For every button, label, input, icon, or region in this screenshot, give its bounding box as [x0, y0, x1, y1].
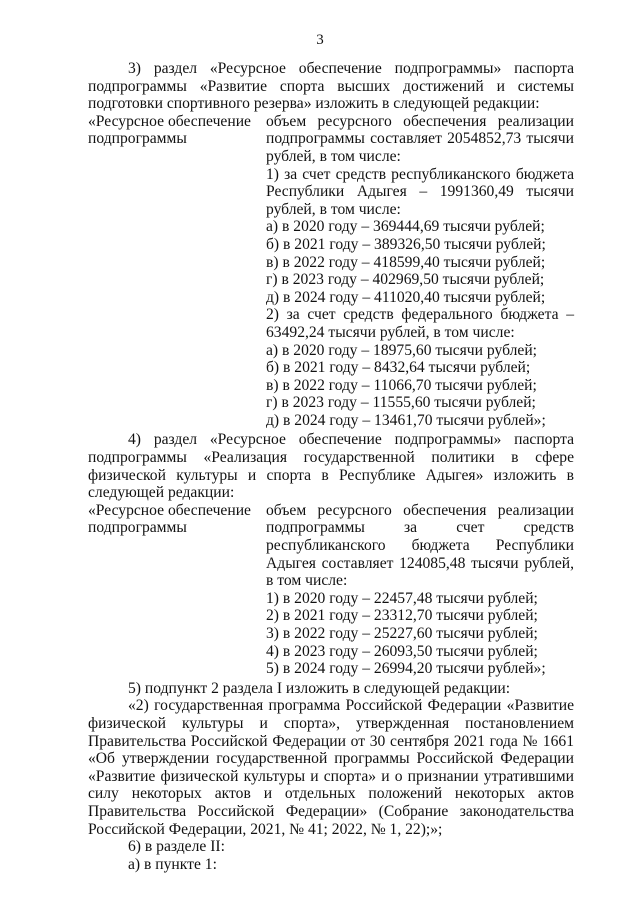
- item-4-line: 5) в 2024 году – 26994,20 тысячи рублей»;: [266, 660, 546, 678]
- item-3-line: г) в 2023 году – 402969,50 тысячи рублей;: [266, 271, 545, 289]
- item-5-text: «2) государственная программа Российской Федерации «Развитие физической культуры и спорта», утвержденная постановлением Правительства Российской Федерации от 30 сентября 2021 года № 1661 «Об утверждении государственной программы Российской Федерации «Развитие физической культуры и спорта» и о признании утратившими силу некоторых актов и отдельных положений некоторых актов Правительства Российской Федерации» (Собрание законодательства Российской Федерации, 2021, № 41; 2022, № 1, 22);»;: [88, 697, 574, 838]
- item-3-table: [88, 113, 574, 430]
- item-5-intro: 5) подпункт 2 раздела I изложить в следующей редакции:: [128, 679, 511, 697]
- item-3-line: а) в 2020 году – 369444,69 тысячи рублей;: [266, 218, 545, 236]
- item-4-values: [266, 502, 574, 678]
- item-4-line: 1) в 2020 году – 22457,48 тысячи рублей;: [266, 589, 538, 607]
- item-6-sub: а) в пункте 1:: [128, 855, 217, 873]
- item-6-intro: 6) в разделе II:: [128, 838, 225, 856]
- item-4-label: «Ресурсное обеспечение подпрограммы: [88, 501, 251, 537]
- item-4-line: объем ресурсного обеспечения реализации подпрограммы за счет средств республиканского бюджета Республики Адыгея составляет 124085,48 тысячи рублей, в том числе:: [266, 501, 574, 590]
- item-3-label: «Ресурсное обеспечение подпрограммы: [88, 112, 251, 148]
- document-body: [88, 60, 574, 873]
- item-3-line: в) в 2022 году – 11066,70 тысячи рублей;: [266, 376, 537, 394]
- item-4-line: 4) в 2023 году – 26093,50 тысячи рублей;: [266, 642, 538, 660]
- item-4-line: 2) в 2021 году – 23312,70 тысячи рублей;: [266, 607, 538, 625]
- item-3-line: а) в 2020 году – 18975,60 тысячи рублей;: [266, 341, 537, 359]
- item-3-line: 2) за счет средств федерального бюджета – 63492,24 тысячи рублей, в том числе:: [266, 306, 574, 341]
- item-3-line: б) в 2021 году – 389326,50 тысячи рублей;: [266, 235, 546, 253]
- item-3-line: в) в 2022 году – 418599,40 тысячи рублей;: [266, 253, 546, 271]
- item-3-line: 1) за счет средств республиканского бюджета Республики Адыгея – 1991360,49 тысячи рублей, в том числе:: [266, 165, 574, 218]
- item-3-line: г) в 2023 году – 11555,60 тысячи рублей;: [266, 394, 536, 412]
- item-4-line: 3) в 2022 году – 25227,60 тысячи рублей;: [266, 625, 538, 642]
- item-3-intro: 3) раздел «Ресурсное обеспечение подпрограммы» паспорта подпрограммы «Развитие спорта высших достижений и системы подготовки спортивного резерва» изложить в следующей редакции:: [88, 60, 574, 113]
- page-number: 3: [316, 32, 324, 48]
- item-3-line: д) в 2024 году – 13461,70 тысячи рублей»;: [266, 411, 546, 429]
- item-3-line: объем ресурсного обеспечения реализации подпрограммы составляет 2054852,73 тысячи рублей, в том числе:: [266, 112, 574, 165]
- item-4-intro: 4) раздел «Ресурсное обеспечение подпрограммы» паспорта подпрограммы «Реализация государственной политики в сфере физической культуры и спорта в Республике Адыгея» изложить в следующей редакции:: [88, 431, 574, 502]
- item-4-table: [88, 502, 574, 678]
- item-3-line: б) в 2021 году – 8432,64 тысячи рублей;: [266, 359, 531, 377]
- item-3-line: д) в 2024 году – 411020,40 тысячи рублей;: [266, 288, 546, 306]
- item-3-values: [266, 113, 574, 430]
